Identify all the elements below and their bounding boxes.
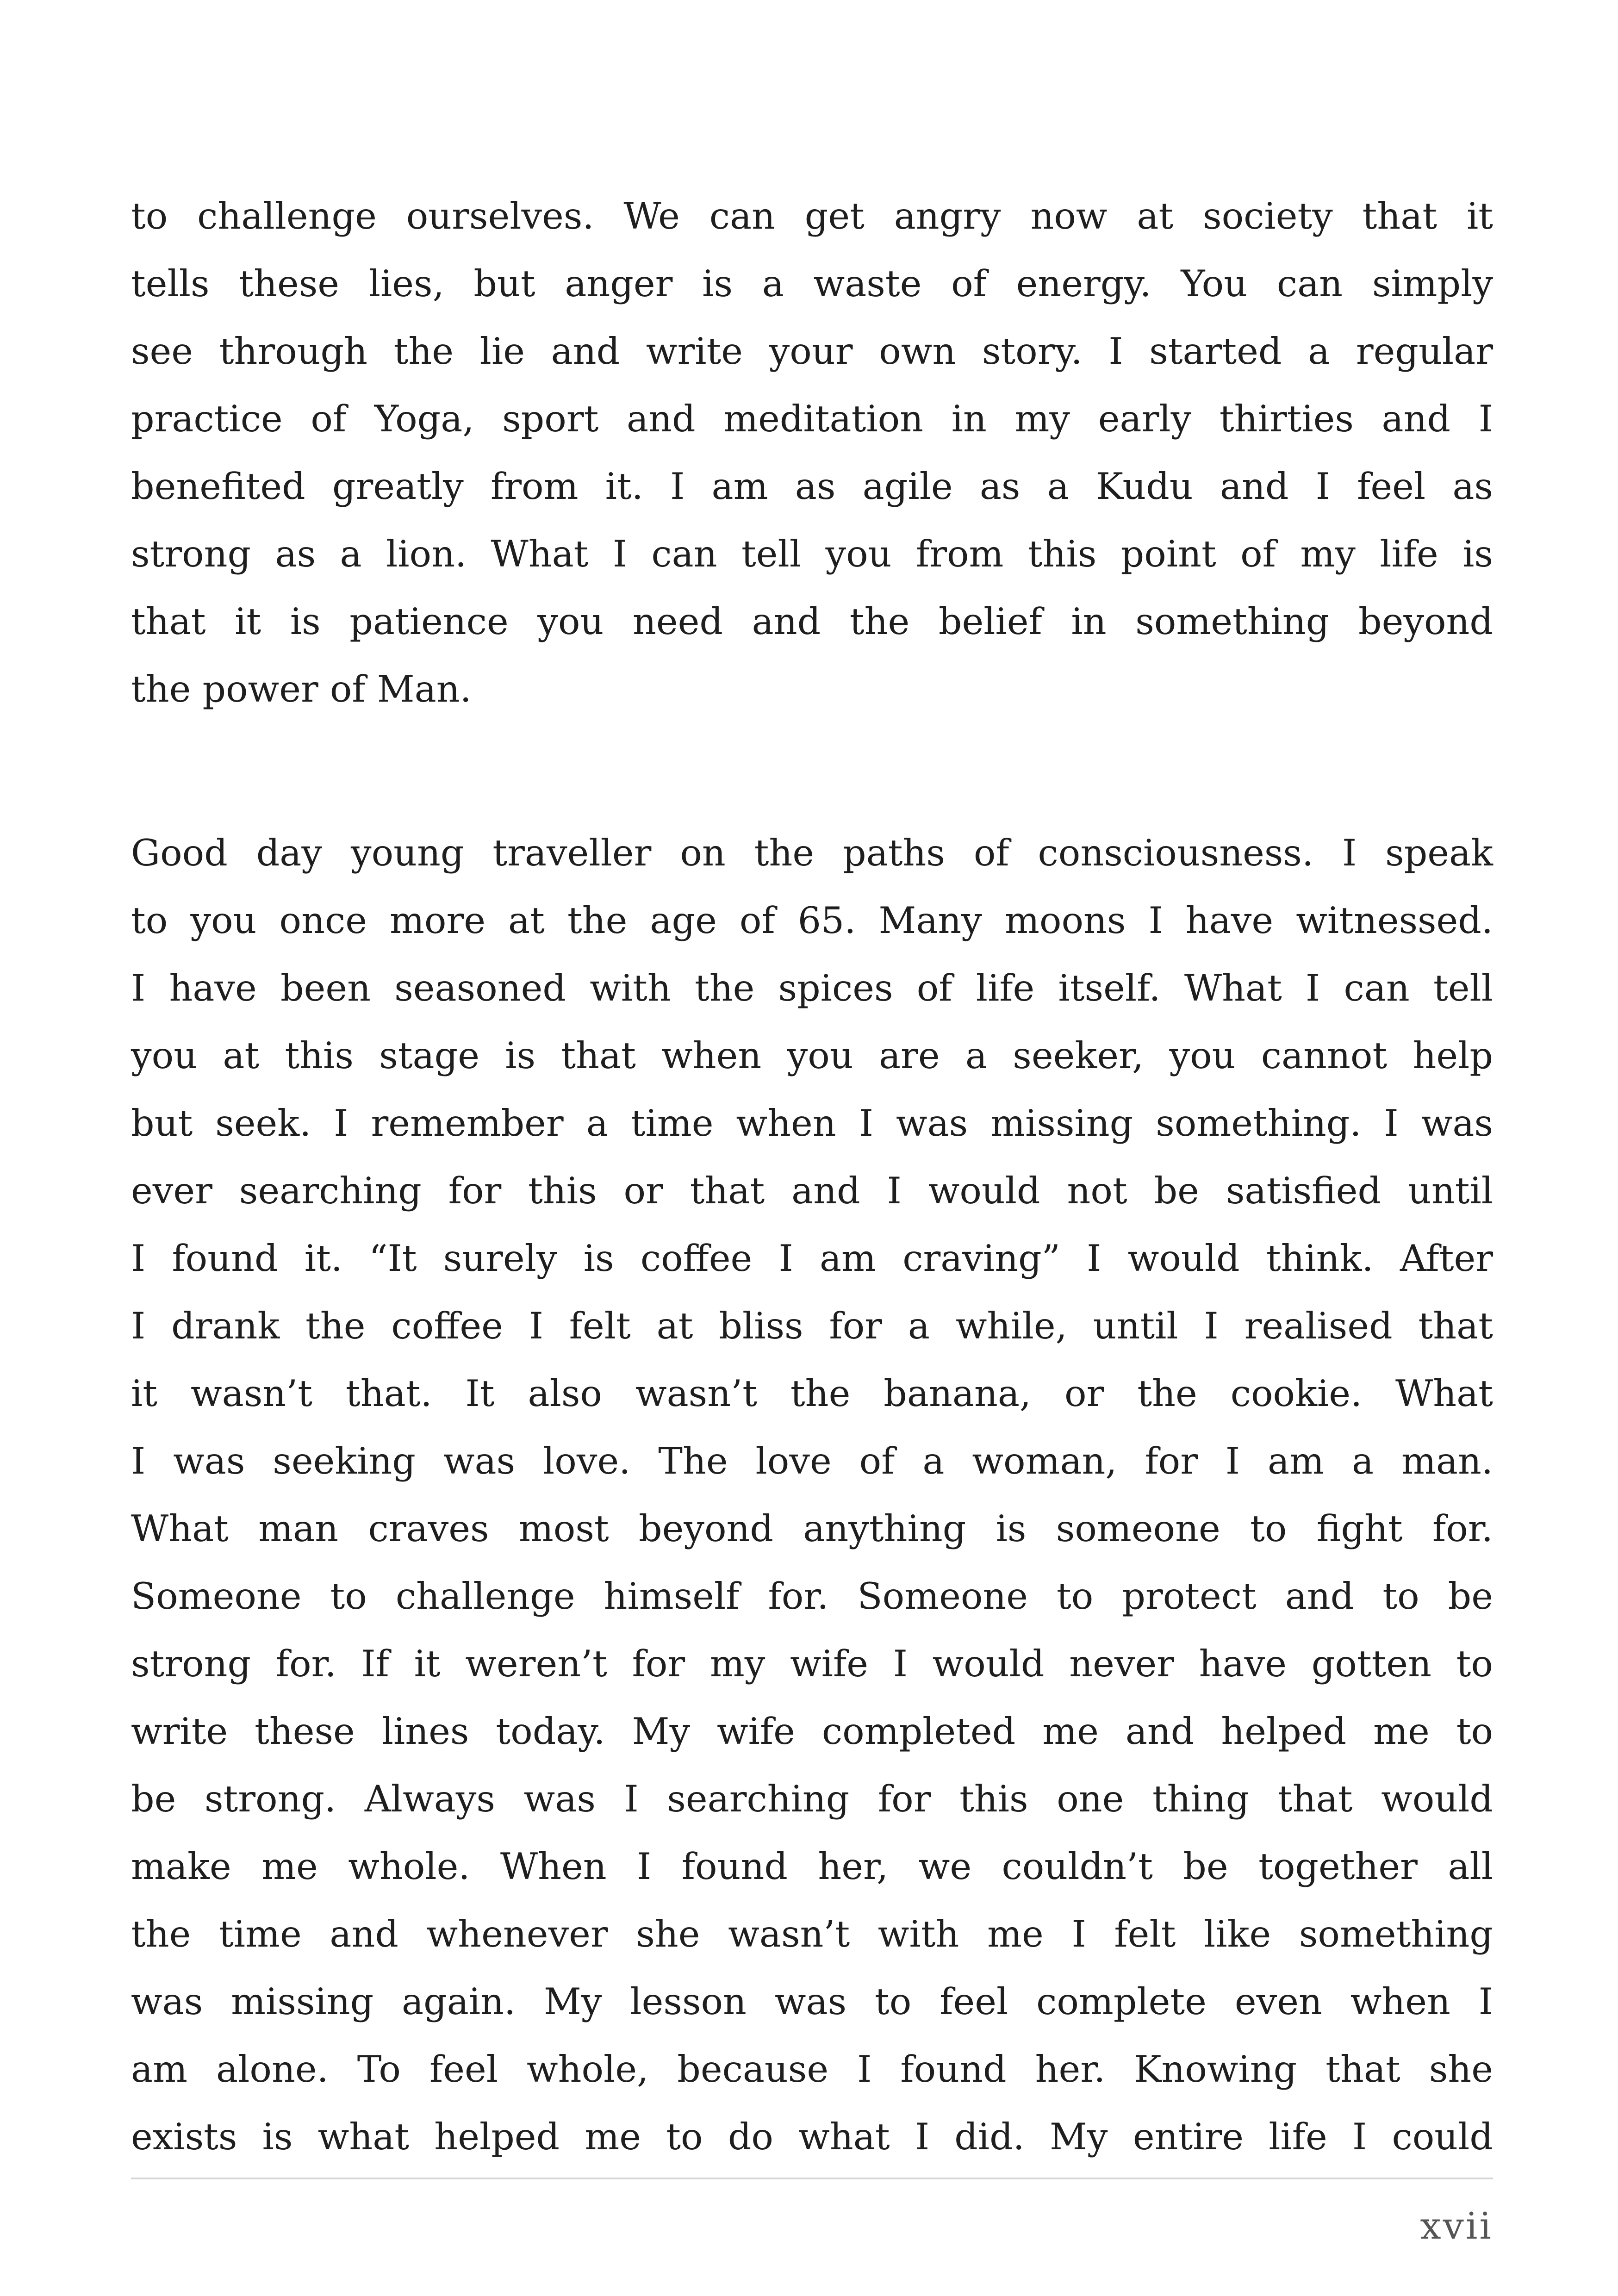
page-number: xvii	[1420, 2204, 1493, 2247]
text-line: I drank the coffee I felt at bliss for a while, until I realised that	[131, 1305, 1493, 1347]
text-line: tells these lies, but anger is a waste of energy. You can simply	[131, 262, 1493, 305]
text-line: to challenge ourselves. We can get angry now at society that it	[131, 195, 1493, 237]
text-line: Good day young traveller on the paths of consciousness. I speak	[131, 832, 1493, 874]
text-line: practice of Yoga, sport and meditation in my early thirties and I	[131, 398, 1493, 440]
text-line: I found it. “It surely is coffee I am craving” I would think. After	[131, 1237, 1493, 1280]
text-line: the time and whenever she wasn’t with me I felt like something	[131, 1913, 1493, 1955]
text-line: it wasn’t that. It also wasn’t the banana, or the cookie. What	[131, 1372, 1493, 1415]
text-line: am alone. To feel whole, because I found her. Knowing that she	[131, 2048, 1493, 2091]
text-line: that it is patience you need and the belief in something beyond	[131, 600, 1493, 643]
text-line: strong as a lion. What I can tell you from this point of my life is	[131, 533, 1493, 575]
text-line: you at this stage is that when you are a seeker, you cannot help	[131, 1034, 1493, 1077]
text-line: I was seeking was love. The love of a woman, for I am a man.	[131, 1440, 1493, 1482]
text-line: make me whole. When I found her, we couldn’t be together all	[131, 1845, 1493, 1888]
text-line: What man craves most beyond anything is someone to fight for.	[131, 1507, 1493, 1550]
text-line: was missing again. My lesson was to feel complete even when I	[131, 1980, 1493, 2023]
text-line: benefited greatly from it. I am as agile as a Kudu and I feel as	[131, 465, 1493, 508]
text-line: see through the lie and write your own story. I started a regular	[131, 330, 1493, 373]
text-line: exists is what helped me to do what I did. My entire life I could	[131, 2116, 1493, 2158]
text-line: but seek. I remember a time when I was missing something. I was	[131, 1102, 1493, 1145]
text-line: ever searching for this or that and I would not be satisfied until	[131, 1170, 1493, 1212]
text-line: I have been seasoned with the spices of life itself. What I can tell	[131, 967, 1493, 1009]
text-line: to you once more at the age of 65. Many moons I have witnessed.	[131, 899, 1493, 942]
text-line: Someone to challenge himself for. Someone to protect and to be	[131, 1575, 1493, 1618]
text-line: write these lines today. My wife completed me and helped me to	[131, 1710, 1493, 1753]
footer-divider	[131, 2178, 1493, 2179]
text-line: be strong. Always was I searching for this one thing that would	[131, 1778, 1493, 1820]
text-line: strong for. If it weren’t for my wife I would never have gotten to	[131, 1643, 1493, 1685]
text-line: the power of Man.	[131, 668, 472, 710]
